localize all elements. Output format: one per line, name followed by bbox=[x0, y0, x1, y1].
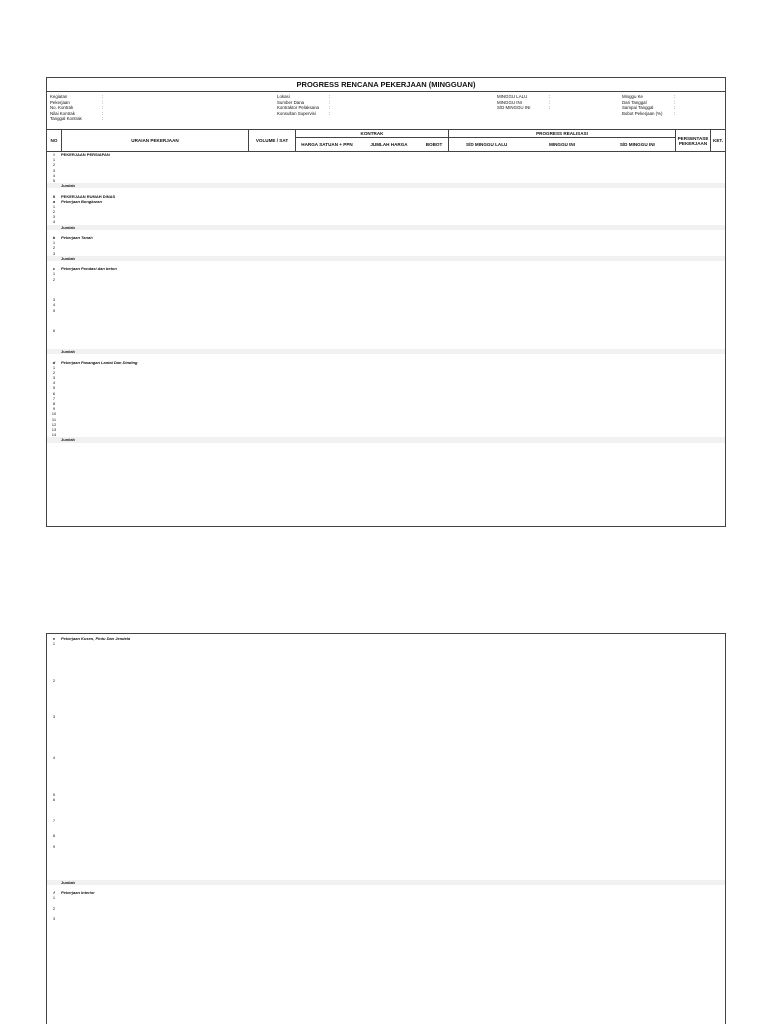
row-total-price bbox=[355, 349, 417, 354]
row-number: 10 bbox=[51, 411, 57, 417]
meta-label: MINGGU LALU bbox=[497, 94, 528, 99]
row-description: Pekerjaan Tanah bbox=[61, 235, 93, 240]
row-total-price bbox=[355, 225, 417, 230]
row-number: 7 bbox=[52, 817, 56, 823]
row-total-price bbox=[355, 880, 417, 885]
row-volume bbox=[247, 916, 279, 921]
row-weight bbox=[417, 437, 445, 442]
row-unit-price bbox=[293, 183, 355, 188]
row-weight bbox=[417, 256, 445, 261]
meta-line: Sampai Tanggal : bbox=[622, 105, 676, 110]
row-number: 1 bbox=[52, 895, 56, 901]
meta-right bbox=[622, 94, 675, 116]
row-total-price bbox=[355, 183, 417, 188]
row-number: 9 bbox=[52, 843, 56, 849]
row-unit-price bbox=[293, 437, 355, 442]
table-row bbox=[47, 916, 725, 921]
row-number: 4 bbox=[52, 219, 56, 225]
meta-line: Nilai Kontrak : bbox=[50, 110, 104, 116]
meta-label: Bobot Pekerjaan (%) bbox=[622, 110, 663, 116]
meta-label: Pekerjaan bbox=[50, 99, 70, 105]
row-volume bbox=[247, 880, 279, 885]
row-number: 2 bbox=[52, 245, 56, 251]
meta-line: Kontraktor Pelaksana : bbox=[277, 105, 331, 110]
row-number: 14 bbox=[51, 432, 57, 438]
meta-label: No. Kontrak bbox=[50, 105, 74, 110]
sd-ini-label: S/D MINGGU INI bbox=[619, 142, 655, 147]
meta-label: Sumber Dana bbox=[277, 99, 305, 105]
row-number: 2 bbox=[52, 162, 56, 168]
row-number: 2 bbox=[52, 369, 56, 375]
row-description: Pekerjaan Bongkaran bbox=[61, 198, 102, 204]
meta-label: Dari Tanggal bbox=[622, 99, 647, 105]
kontrak-label: KONTRAK bbox=[296, 130, 448, 138]
col-uraian: URAIAN PEKERJAAN bbox=[62, 130, 249, 151]
row-unit-price bbox=[293, 225, 355, 230]
row-number bbox=[47, 349, 61, 354]
meta-label: Minggu Ke bbox=[622, 94, 643, 99]
row-number: 5 bbox=[52, 177, 56, 183]
meta-line: Lokasi : bbox=[277, 94, 331, 99]
row-number: 13 bbox=[51, 426, 57, 432]
meta-line: Konsultan Supervisi : bbox=[277, 110, 331, 116]
meta-label: Sampai Tanggal bbox=[622, 105, 654, 110]
row-number: 3 bbox=[52, 167, 56, 173]
meta-progress bbox=[497, 94, 550, 111]
col-no: NO bbox=[47, 130, 62, 151]
meta-line: S/D MINGGU INI : bbox=[497, 105, 551, 110]
row-description: PEKERJAAN RUMAH DINAS bbox=[61, 193, 116, 199]
row-number: a bbox=[52, 198, 56, 204]
meta-line: Pekerjaan : bbox=[50, 99, 104, 105]
row-number: 4 bbox=[52, 380, 56, 386]
row-description: Jumlah bbox=[61, 349, 76, 355]
meta-label: Tanggal Kontrak bbox=[50, 116, 82, 121]
row-number: 3 bbox=[52, 250, 56, 256]
meta-label: Konsultan Supervisi bbox=[277, 110, 316, 116]
row-unit bbox=[279, 349, 293, 354]
row-number bbox=[47, 225, 61, 230]
row-number: c bbox=[52, 266, 56, 272]
row-number: 3 bbox=[52, 375, 56, 381]
col-progress bbox=[449, 130, 676, 151]
row-number: 1 bbox=[52, 641, 56, 647]
row-number bbox=[47, 183, 61, 188]
row-unit-price bbox=[293, 916, 355, 921]
work-items-table bbox=[47, 152, 725, 443]
row-description bbox=[61, 916, 247, 921]
row-unit-price bbox=[293, 256, 355, 261]
row-number: II bbox=[52, 193, 56, 199]
col-kontrak bbox=[296, 130, 449, 151]
row-number: e bbox=[52, 636, 56, 641]
project-meta bbox=[47, 92, 725, 130]
row-volume bbox=[247, 349, 279, 354]
meta-line: MINGGU INI : bbox=[497, 99, 551, 105]
sd-lalu-label: S/D MINGGU LALU bbox=[465, 142, 508, 147]
harga-satuan-label: HARGA SATUAN + PPN bbox=[301, 142, 353, 147]
row-number: 3 bbox=[52, 916, 56, 922]
row-number: 1 bbox=[52, 203, 56, 209]
report-sheet-1 bbox=[46, 77, 726, 527]
row-description: Pekerjaan Interior bbox=[61, 890, 95, 896]
row-number: 5 bbox=[52, 385, 56, 391]
meta-line: Dari Tanggal : bbox=[622, 99, 676, 105]
row-number: 3 bbox=[52, 713, 56, 719]
meta-label: Kontraktor Pelaksana bbox=[277, 105, 319, 110]
row-unit bbox=[279, 225, 293, 230]
row-number: 3 bbox=[52, 214, 56, 220]
row-description: Pekerjaan Kusen, Pintu Dan Jendela bbox=[61, 636, 131, 641]
row-description: PEKERJAAN PERSIAPAN bbox=[61, 152, 110, 157]
row-number bbox=[47, 256, 61, 261]
row-number: 4 bbox=[52, 755, 56, 761]
row-weight bbox=[417, 183, 445, 188]
row-number: 2 bbox=[52, 677, 56, 683]
meta-label: MINGGU INI bbox=[497, 99, 522, 105]
row-number: I bbox=[53, 152, 55, 157]
subtotal-row bbox=[47, 437, 725, 442]
meta-line: No. Kontrak : bbox=[50, 105, 104, 110]
row-number: 1 bbox=[52, 157, 56, 163]
row-number bbox=[47, 437, 61, 442]
row-description: Jumlah bbox=[61, 437, 76, 443]
row-number: 1 bbox=[52, 271, 56, 277]
row-weight bbox=[417, 880, 445, 885]
col-ket: KET. bbox=[713, 138, 723, 143]
row-description: Jumlah bbox=[61, 224, 76, 230]
row-weight bbox=[417, 349, 445, 354]
row-unit-price bbox=[293, 349, 355, 354]
meta-line: Sumber Dana : bbox=[277, 99, 331, 105]
row-number bbox=[47, 880, 61, 885]
meta-left bbox=[50, 94, 103, 122]
row-unit bbox=[279, 880, 293, 885]
row-number: f bbox=[53, 890, 55, 896]
row-unit-price bbox=[293, 880, 355, 885]
progress-label: PROGRESS REALISASI bbox=[449, 130, 675, 138]
minggu-ini-label: MINGGU INI bbox=[548, 142, 575, 147]
meta-line: Tanggal Kontrak : bbox=[50, 116, 104, 121]
meta-label: Nilai Kontrak bbox=[50, 110, 75, 116]
row-number: b bbox=[52, 235, 56, 240]
row-number: 2 bbox=[52, 276, 56, 282]
row-total-price bbox=[355, 437, 417, 442]
report-title: PROGRESS RENCANA PEKERJAAN (MINGGUAN) bbox=[47, 78, 725, 92]
row-number: 4 bbox=[52, 302, 56, 308]
row-unit bbox=[279, 256, 293, 261]
row-unit bbox=[279, 437, 293, 442]
row-number: 1 bbox=[52, 240, 56, 246]
row-total-price bbox=[355, 916, 417, 921]
row-number: 3 bbox=[52, 297, 56, 303]
row-description: Pekerjaan Pondasi dan beton bbox=[61, 266, 117, 272]
row-volume bbox=[247, 256, 279, 261]
row-description: Pekerjaan Pasangan Lantai Dan Dinding bbox=[61, 359, 138, 365]
meta-line: Minggu Ke : bbox=[622, 94, 676, 99]
row-total-price bbox=[355, 256, 417, 261]
row-description: Jumlah bbox=[61, 255, 76, 261]
row-volume bbox=[247, 183, 279, 188]
meta-line: Bobot Pekerjaan (%) : bbox=[622, 110, 676, 116]
row-weight bbox=[417, 916, 445, 921]
row-number: 12 bbox=[51, 421, 57, 427]
meta-label: S/D MINGGU INI bbox=[497, 105, 531, 110]
col-volume: VOLUME / SAT bbox=[249, 130, 296, 151]
meta-line: MINGGU LALU : bbox=[497, 94, 551, 99]
row-number: 9 bbox=[52, 406, 56, 412]
row-number: 5 bbox=[52, 307, 56, 313]
table-header bbox=[47, 130, 725, 152]
meta-label: Lokasi bbox=[277, 94, 290, 99]
row-number: 11 bbox=[51, 416, 57, 422]
row-number: 5 bbox=[52, 791, 56, 797]
meta-mid bbox=[277, 94, 330, 116]
col-persentase: PERSENTASE PEKERJAAN bbox=[676, 130, 711, 151]
row-volume bbox=[247, 225, 279, 230]
row-unit bbox=[279, 183, 293, 188]
row-number: 6 bbox=[52, 390, 56, 396]
row-unit bbox=[279, 916, 293, 921]
row-number: 1 bbox=[52, 364, 56, 370]
jumlah-harga-label: JUMLAH HARGA bbox=[370, 142, 408, 147]
row-number: d bbox=[52, 359, 56, 365]
row-number: 2 bbox=[52, 209, 56, 215]
row-number: 2 bbox=[52, 905, 56, 911]
bobot-label: BOBOT bbox=[425, 142, 443, 147]
row-number: 8 bbox=[52, 833, 56, 839]
meta-line: Kegiatan : bbox=[50, 94, 104, 99]
row-number: 6 bbox=[52, 328, 56, 334]
row-number: 8 bbox=[52, 401, 56, 406]
row-volume bbox=[247, 437, 279, 442]
report-sheet-2 bbox=[46, 633, 726, 1024]
work-items-table-continued bbox=[47, 636, 725, 921]
meta-label: Kegiatan bbox=[50, 94, 68, 99]
row-number: 6 bbox=[52, 796, 56, 802]
row-number: 7 bbox=[52, 395, 56, 401]
row-weight bbox=[417, 225, 445, 230]
row-number: 4 bbox=[52, 172, 56, 178]
row-description: Jumlah bbox=[61, 183, 76, 189]
row-description: Jumlah bbox=[61, 879, 76, 885]
